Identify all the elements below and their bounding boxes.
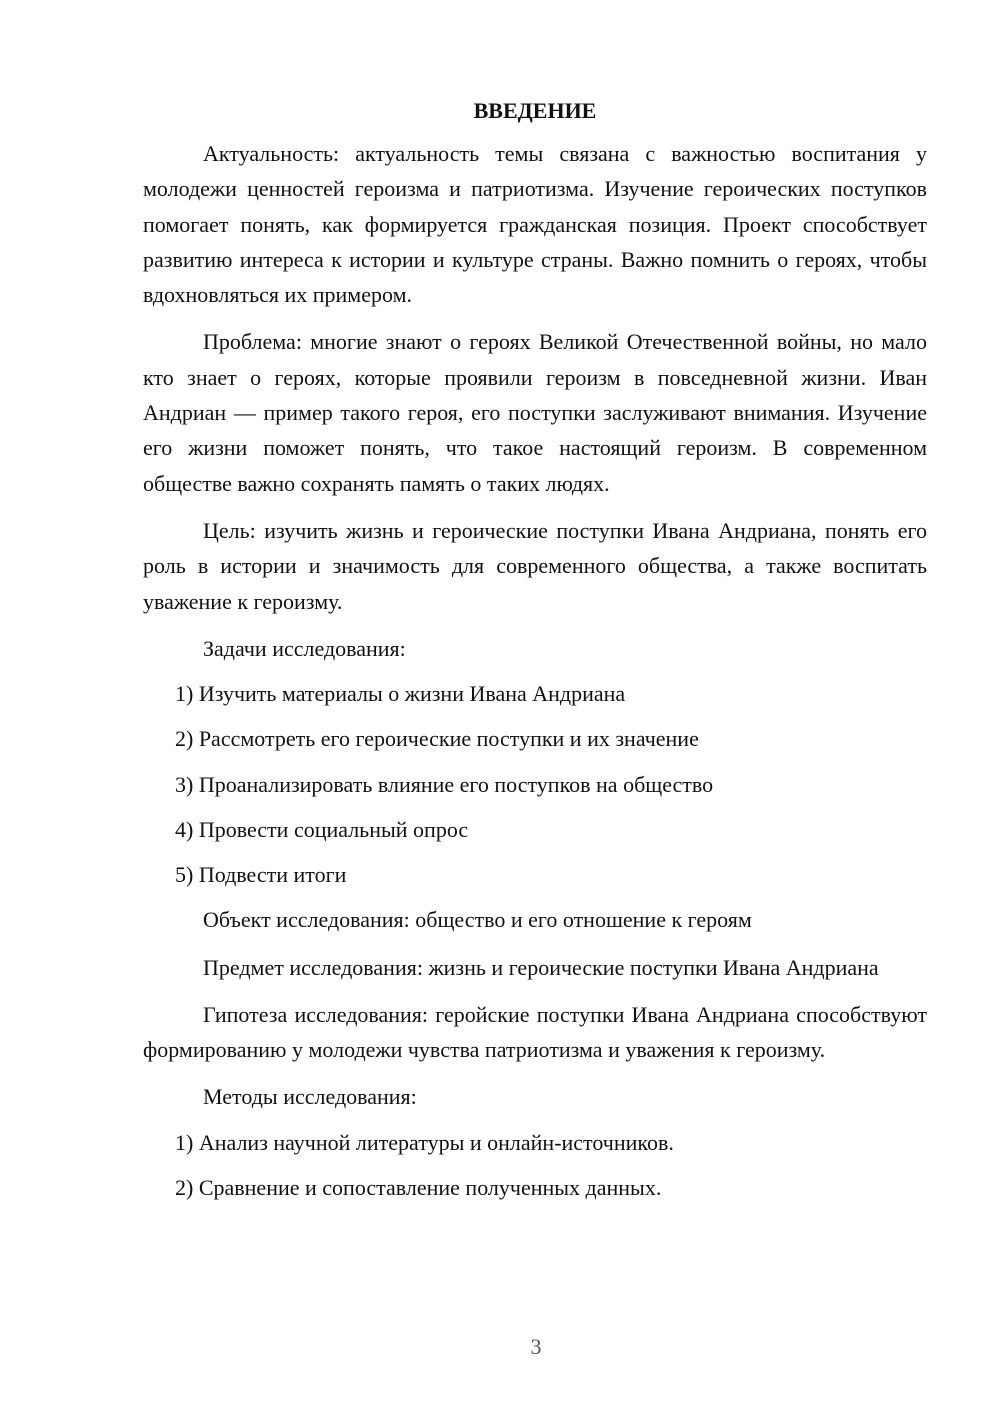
goal-paragraph: Цель: изучить жизнь и героические поступки Ивана Андриана, понять его роль в истории и значимость для современного общества, а также воспитать уважение к героизму. bbox=[143, 517, 927, 614]
methods-heading: Методы исследования: bbox=[203, 1084, 417, 1110]
list-item: 1) Анализ научной литературы и онлайн-источников. bbox=[175, 1129, 674, 1155]
object-paragraph: Объект исследования: общество и его отношение к героям bbox=[203, 907, 752, 933]
tasks-list bbox=[143, 676, 927, 892]
page-number: 3 bbox=[530, 1334, 542, 1359]
list-item: 5) Подвести итоги bbox=[175, 861, 347, 887]
list-item: 2) Сравнение и сопоставление полученных данных. bbox=[175, 1174, 662, 1200]
list-item: 3) Проанализировать влияние его поступков на общество bbox=[175, 771, 714, 797]
relevance-paragraph: Актуальность: актуальность темы связана с важностью воспитания у молодежи ценностей героизма и патриотизма. Изучение героических поступков помогает понять, как формируется гражданская позиция. Проект способствует развитию интереса к истории и культуре страны. Важно помнить о героях, чтобы вдохновляться их примером. bbox=[143, 141, 927, 308]
list-item: 4) Провести социальный опрос bbox=[175, 816, 469, 842]
subject-paragraph: Предмет исследования: жизнь и героические поступки Ивана Андриана bbox=[203, 954, 879, 980]
methods-list bbox=[143, 1125, 927, 1205]
problem-paragraph: Проблема: многие знают о героях Великой Отечественной войны, но мало кто знает о героях, которые проявили героизм в повседневной жизни. Иван Андриан — пример такого героя, его поступки заслуживают внимания. Изучение его жизни поможет понять, что такое настоящий героизм. В современном обществе важно сохранять память о таких людях. bbox=[143, 329, 927, 496]
document-page bbox=[143, 95, 927, 1215]
list-item: 2) Рассмотреть его героические поступки и их значение bbox=[175, 726, 699, 752]
document-title: ВВЕДЕНИЕ bbox=[473, 98, 597, 123]
list-item: 1) Изучить материалы о жизни Ивана Андриана bbox=[175, 681, 626, 707]
hypothesis-paragraph: Гипотеза исследования: геройские поступки Ивана Андриана способствуют формированию у молодежи чувства патриотизма и уважения к героизму. bbox=[143, 1001, 927, 1063]
tasks-heading: Задачи исследования: bbox=[203, 635, 406, 661]
